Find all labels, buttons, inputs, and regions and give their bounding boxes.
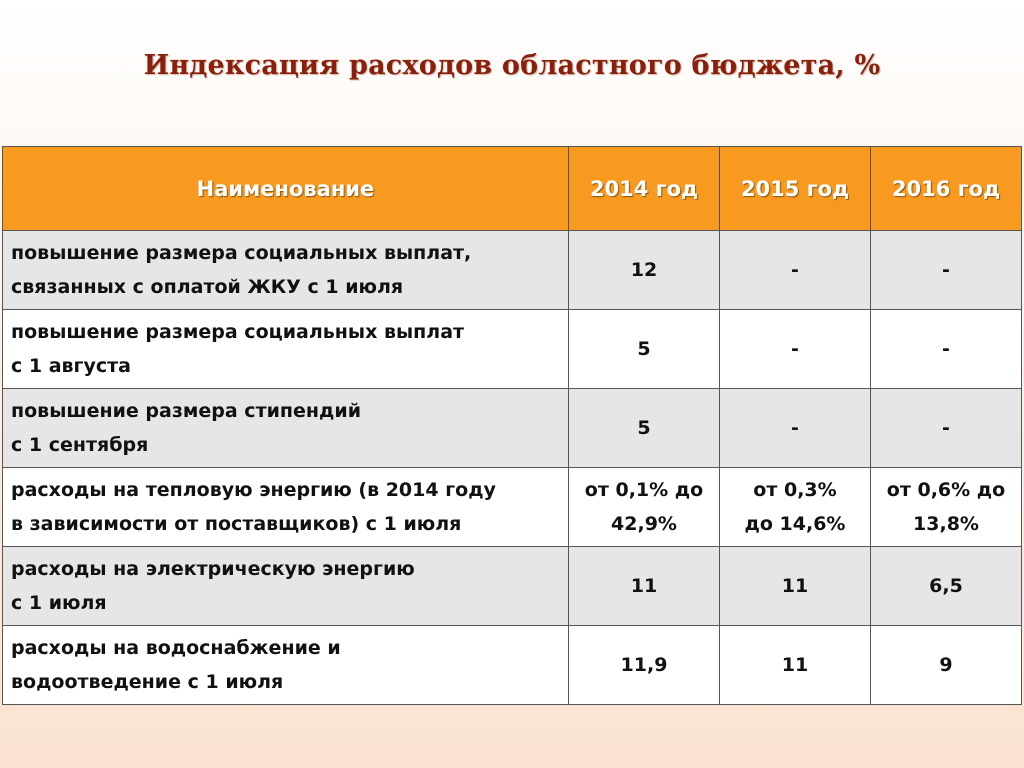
value-2016-cell (871, 231, 1022, 310)
row-name-cell (3, 310, 569, 389)
row-name-line: повышение размера стипендий (11, 400, 362, 422)
value-2015-cell (720, 310, 871, 389)
value-2014: 5 (637, 417, 651, 439)
value-2016: 6,5 (929, 575, 963, 597)
table-row (3, 310, 1022, 389)
value-2015: до 14,6% (744, 513, 846, 535)
row-name-line: водоотведение с 1 июля (11, 671, 284, 693)
value-2015: 11 (781, 575, 809, 597)
row-name-line: повышение размера социальных выплат (11, 321, 465, 343)
value-2014: 12 (630, 259, 658, 281)
value-2014: 11,9 (620, 654, 668, 676)
row-name-line: в зависимости от поставщиков) с 1 июля (11, 513, 462, 535)
row-name-cell (3, 468, 569, 547)
value-2016: - (942, 417, 950, 439)
row-name-line: с 1 сентября (11, 434, 149, 456)
value-2016-cell (871, 468, 1022, 547)
value-2014: 11 (630, 575, 658, 597)
value-2016-cell (871, 626, 1022, 705)
value-2016: 13,8% (913, 513, 979, 535)
budget-indexation-table (2, 146, 1022, 705)
row-name-cell (3, 231, 569, 310)
page-title: Индексация расходов областного бюджета, % (143, 50, 881, 81)
value-2014-cell (569, 231, 720, 310)
value-2014: 5 (637, 338, 651, 360)
value-2015: 11 (781, 654, 809, 676)
value-2015-cell (720, 389, 871, 468)
value-2016-cell (871, 310, 1022, 389)
value-2014-cell (569, 389, 720, 468)
value-2015: от 0,3% (753, 479, 837, 501)
header-2015: 2015 год (720, 147, 871, 231)
value-2015-cell (720, 547, 871, 626)
value-2014: 42,9% (611, 513, 677, 535)
value-2015: - (791, 417, 799, 439)
table-row (3, 468, 1022, 547)
value-2016: - (942, 259, 950, 281)
table-row (3, 626, 1022, 705)
value-2015-cell (720, 626, 871, 705)
row-name-cell (3, 547, 569, 626)
value-2014-cell (569, 310, 720, 389)
table-row (3, 389, 1022, 468)
value-2014-cell (569, 468, 720, 547)
value-2015: - (791, 259, 799, 281)
row-name-line: расходы на электрическую энергию (11, 558, 415, 580)
value-2014-cell (569, 626, 720, 705)
header-2014: 2014 год (569, 147, 720, 231)
table-row (3, 547, 1022, 626)
value-2016-cell (871, 547, 1022, 626)
value-2014-cell (569, 547, 720, 626)
value-2015-cell (720, 468, 871, 547)
table-body (3, 231, 1022, 705)
value-2015: - (791, 338, 799, 360)
budget-indexation-table-wrap (2, 146, 1022, 705)
value-2016: от 0,6% до (886, 479, 1006, 501)
row-name-line: повышение размера социальных выплат, (11, 242, 472, 264)
row-name-cell (3, 626, 569, 705)
value-2014: от 0,1% до (584, 479, 704, 501)
table-header-row (3, 147, 1022, 231)
row-name-line: с 1 июля (11, 592, 107, 614)
value-2016-cell (871, 389, 1022, 468)
row-name-line: расходы на водоснабжение и (11, 637, 341, 659)
row-name-line: расходы на тепловую энергию (в 2014 году (11, 479, 496, 501)
value-2016: - (942, 338, 950, 360)
row-name-cell (3, 389, 569, 468)
header-name: Наименование (3, 147, 569, 231)
value-2016: 9 (939, 654, 953, 676)
row-name-line: связанных с оплатой ЖКУ с 1 июля (11, 276, 404, 298)
table-row (3, 231, 1022, 310)
value-2015-cell (720, 231, 871, 310)
header-2016: 2016 год (871, 147, 1022, 231)
row-name-line: с 1 августа (11, 355, 131, 377)
